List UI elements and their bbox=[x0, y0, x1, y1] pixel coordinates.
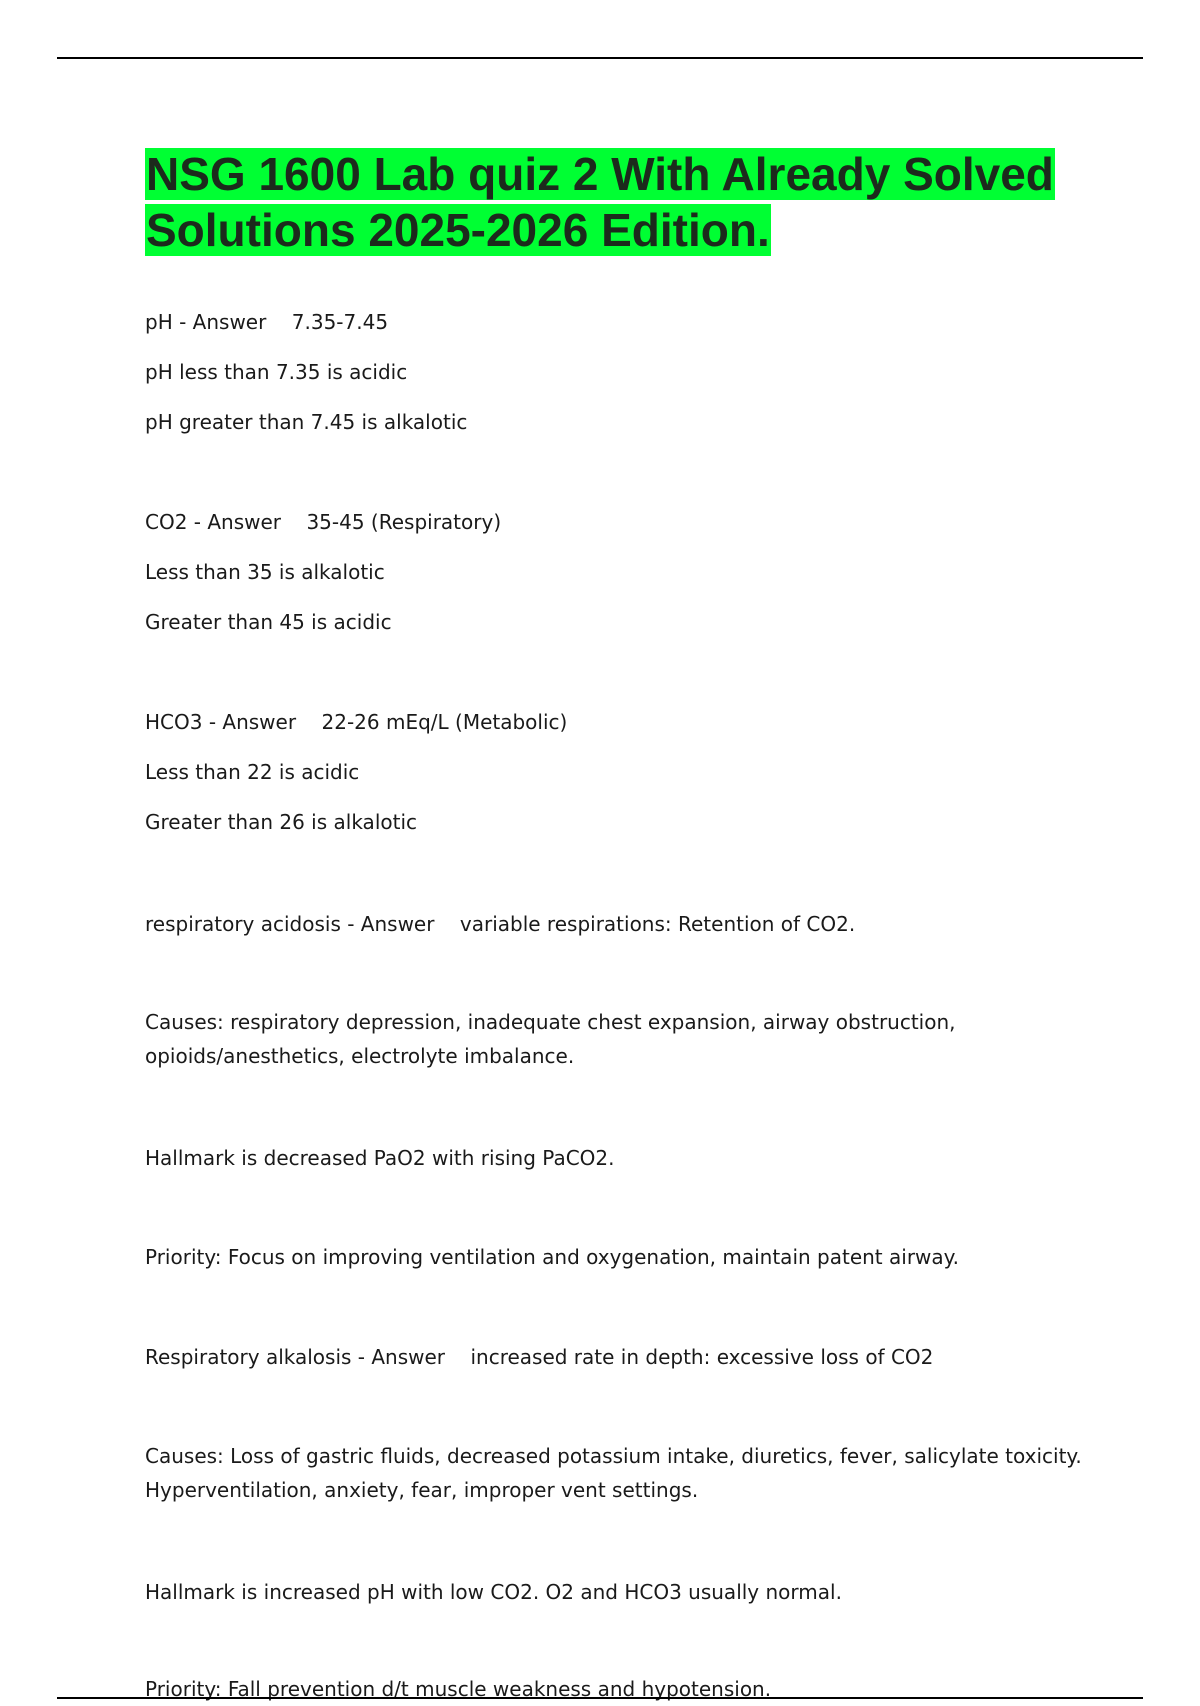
bottom-rule bbox=[57, 1697, 1143, 1699]
qa-resp-alkalosis-priority: Priority: Fall prevention d/t muscle weakness and hypotension. bbox=[145, 1677, 772, 1701]
qa-ph-alkalotic: pH greater than 7.45 is alkalotic bbox=[145, 410, 468, 434]
qa-resp-acidosis-answer: respiratory acidosis - Answer variable respirations: Retention of CO2. bbox=[145, 912, 856, 936]
qa-hco3-answer: HCO3 - Answer 22-26 mEq/L (Metabolic) bbox=[145, 710, 568, 734]
qa-ph-acidic: pH less than 7.35 is acidic bbox=[145, 360, 408, 384]
qa-resp-acidosis-causes: Causes: respiratory depression, inadequate chest expansion, airway obstruction, opioids/anesthetics, electrolyte imbalance. bbox=[145, 1010, 956, 1068]
title-highlight: NSG 1600 Lab quiz 2 With Already Solved Solutions 2025-2026 Edition. bbox=[146, 148, 1054, 256]
qa-resp-alkalosis-hallmark: Hallmark is increased pH with low CO2. O2 and HCO3 usually normal. bbox=[145, 1580, 842, 1604]
qa-co2-answer: CO2 - Answer 35-45 (Respiratory) bbox=[145, 510, 502, 534]
page-title bbox=[145, 146, 1105, 258]
qa-hco3-acidic: Less than 22 is acidic bbox=[145, 760, 360, 784]
qa-co2-acidic: Greater than 45 is acidic bbox=[145, 610, 392, 634]
qa-resp-acidosis-priority: Priority: Focus on improving ventilation and oxygenation, maintain patent airway. bbox=[145, 1245, 959, 1269]
qa-resp-alkalosis-causes: Causes: Loss of gastric fluids, decreased potassium intake, diuretics, fever, salicylate toxicity. Hyperventilation, anxiety, fear, improper vent settings. bbox=[145, 1444, 1082, 1502]
qa-co2-alkalotic: Less than 35 is alkalotic bbox=[145, 560, 385, 584]
qa-hco3-alkalotic: Greater than 26 is alkalotic bbox=[145, 810, 418, 834]
qa-resp-alkalosis-answer: Respiratory alkalosis - Answer increased rate in depth: excessive loss of CO2 bbox=[145, 1345, 934, 1369]
qa-resp-acidosis-hallmark: Hallmark is decreased PaO2 with rising PaCO2. bbox=[145, 1146, 615, 1170]
top-rule bbox=[57, 57, 1143, 59]
qa-ph-answer: pH - Answer 7.35-7.45 bbox=[145, 310, 389, 334]
